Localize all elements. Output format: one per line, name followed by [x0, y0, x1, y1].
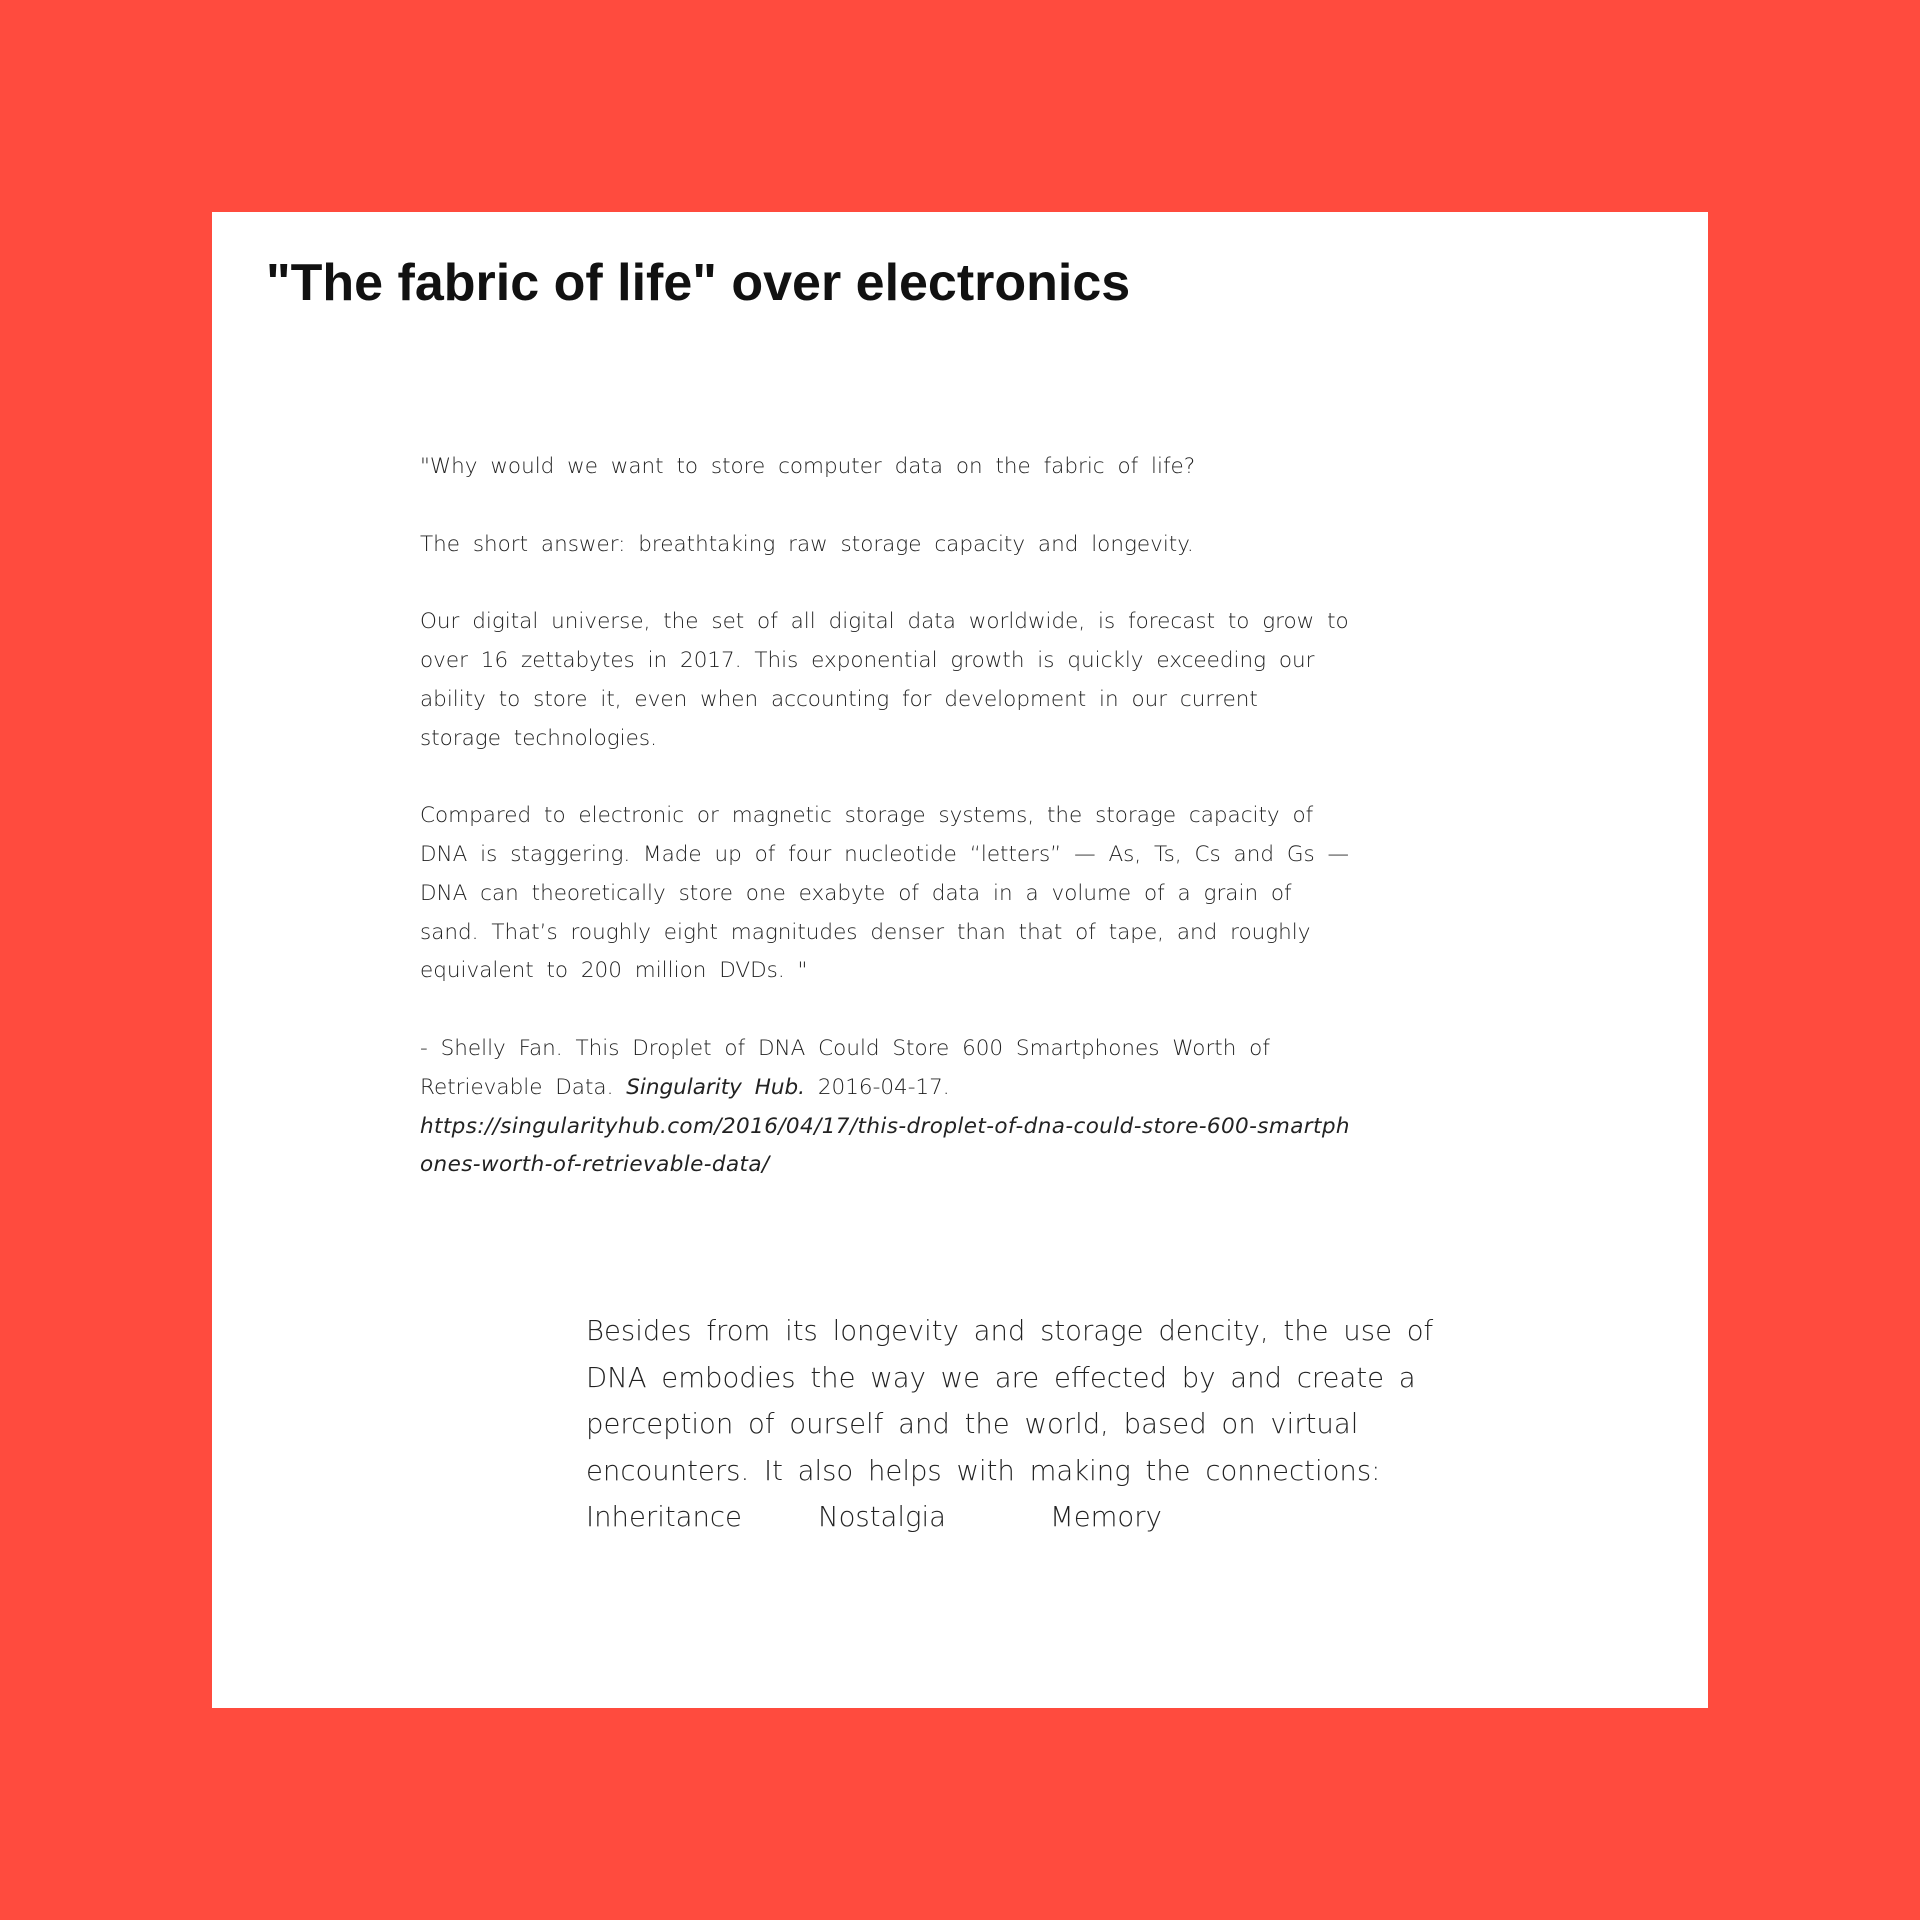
quote-paragraph-question: "Why would we want to store computer data on the fabric of life? — [420, 454, 1196, 479]
quote-paragraph-digital-universe: Our digital universe, the set of all digital data worldwide, is forecast to grow to over 16 zettabytes in 2017. This exponential growth is quickly exceeding our ability to store it, even when accounting for development in our current storage technologies. — [420, 609, 1349, 751]
closing-statement — [586, 1308, 1506, 1541]
quote-paragraph-short-answer: The short answer: breathtaking raw storage capacity and longevity. — [420, 531, 1194, 557]
citation-date: 2016-04-17. — [817, 1074, 950, 1100]
citation-publication: Singularity Hub. — [626, 1074, 806, 1100]
citation — [420, 1030, 1350, 1185]
page-title: "The fabric of life" over electronics — [266, 254, 1131, 312]
white-content-panel — [212, 212, 1708, 1708]
connection-item-inheritance: Inheritance — [586, 1501, 742, 1534]
connections-list — [586, 1494, 1506, 1541]
quote-block — [420, 448, 1350, 1185]
citation-url: https://singularityhub.com/2016/04/17/this-droplet-of-dna-could-store-600-smartphones-worth-of-retrievable-data/ — [420, 1113, 1350, 1178]
connection-item-memory: Memory — [1050, 1501, 1162, 1534]
citation-author-title: - Shelly Fan. This Droplet of DNA Could Store 600 Smartphones Worth of Retrievable Data. — [420, 1035, 1270, 1100]
quote-paragraph-dna-capacity: Compared to electronic or magnetic storage systems, the storage capacity of DNA is staggering. Made up of four nucleotide “letters” — As, Ts, Cs and Gs — DNA can theoretically store one exabyte of data in a volume of a grain of sand. That’s roughly eight magnitudes denser than that of tape, and roughly equivalent to 200 million DVDs. " — [420, 803, 1350, 984]
closing-paragraph: Besides from its longevity and storage dencity, the use of DNA embodies the way we are effected by and create a perception of ourself and the world, based on virtual encounters. It also helps with making the connections: — [586, 1315, 1434, 1487]
connection-item-nostalgia: Nostalgia — [818, 1501, 946, 1534]
